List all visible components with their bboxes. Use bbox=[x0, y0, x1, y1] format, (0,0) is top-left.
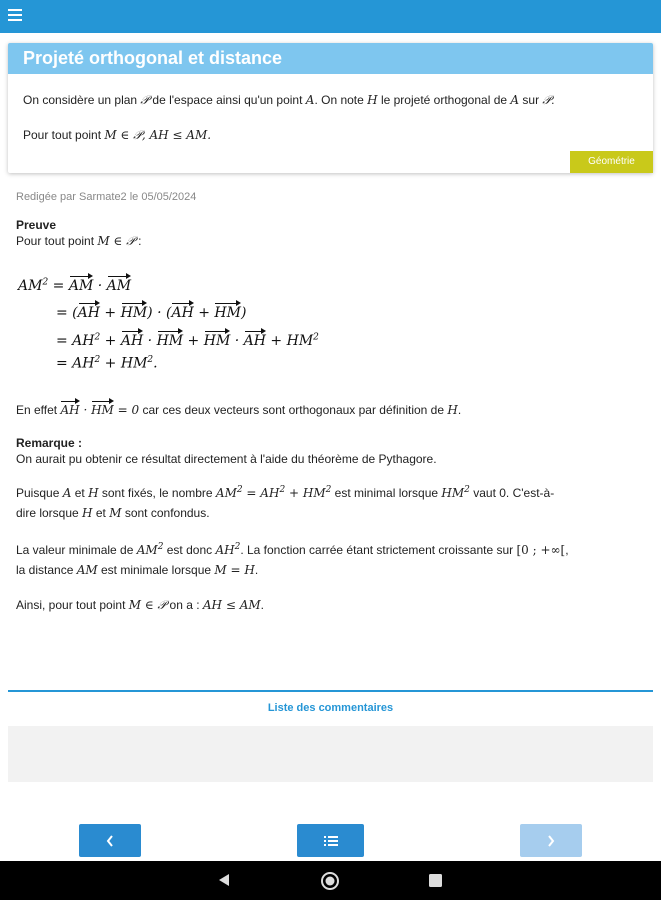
remark-heading: Remarque : bbox=[16, 436, 83, 450]
app-bar bbox=[0, 0, 661, 33]
comments-title: Liste des commentaires bbox=[267, 702, 394, 714]
statement-line-1: On considère un plan 𝒫 de l'espace ainsi qu'un point A. On note H le projeté orthogonal de A sur 𝒫. bbox=[23, 93, 555, 107]
card-header bbox=[8, 43, 653, 74]
list-button[interactable] bbox=[297, 824, 364, 857]
equation-line-1: $AM^2$ = AM · AM bbox=[18, 274, 131, 294]
proof-heading: Preuve bbox=[16, 218, 57, 232]
system-navigation-bar bbox=[0, 861, 661, 900]
previous-button[interactable] bbox=[79, 824, 141, 857]
recents-icon[interactable] bbox=[429, 874, 442, 887]
category-tag[interactable]: Géométrie bbox=[570, 151, 653, 173]
statement-line-2: Pour tout point M ∈ 𝒫, AH ≤ AM. bbox=[23, 128, 212, 142]
list-icon bbox=[324, 835, 338, 847]
remark-p3: Ainsi, pour tout point M ∈ 𝒫 on a : AH ≤ AM. bbox=[16, 598, 265, 612]
home-icon[interactable] bbox=[320, 871, 340, 891]
chevron-left-icon bbox=[105, 834, 115, 848]
page-title: Projeté orthogonal et distance bbox=[23, 48, 283, 68]
comments-area bbox=[8, 726, 653, 782]
statement-card bbox=[8, 43, 653, 173]
remark-p2-line-1: La valeur minimale de $AM^2$ est donc $AH^2$. La fonction carrée étant strictement croissante sur [0 ; +∞[, bbox=[16, 542, 569, 557]
equation-line-3: = $AH^2$ + AH · HM + HM · AH + $HM^2$ bbox=[56, 329, 319, 349]
author-date: Redigée par Sarmate2 le 05/05/2024 bbox=[16, 191, 197, 203]
menu-icon[interactable] bbox=[8, 9, 22, 23]
remark-p1-line-2: dire lorsque H et M sont confondus. bbox=[16, 506, 210, 520]
equation-line-2: = (AH + HM) · (AH + HM) bbox=[56, 301, 246, 321]
proof-effect: En effet AH · HM = 0 car ces deux vecteurs sont orthogonaux par définition de H. bbox=[16, 399, 461, 417]
next-button[interactable] bbox=[520, 824, 582, 857]
remark-p1-line-1: Puisque A et H sont fixés, le nombre $AM^2 = AH^2 + HM^2$ est minimal lorsque $HM^2$ vaut 0. C'est-à- bbox=[16, 485, 555, 500]
remark-p2-line-2: la distance AM est minimale lorsque M = H. bbox=[16, 563, 259, 577]
equation-line-4: = $AH^2 + HM^2$. bbox=[56, 355, 158, 372]
comments-header[interactable] bbox=[8, 690, 653, 728]
back-icon[interactable] bbox=[217, 873, 231, 887]
chevron-right-icon bbox=[546, 834, 556, 848]
proof-intro: Pour tout point M ∈ 𝒫 : bbox=[16, 234, 142, 248]
remark-line-1: On aurait pu obtenir ce résultat directement à l'aide du théorème de Pythagore. bbox=[16, 452, 437, 466]
